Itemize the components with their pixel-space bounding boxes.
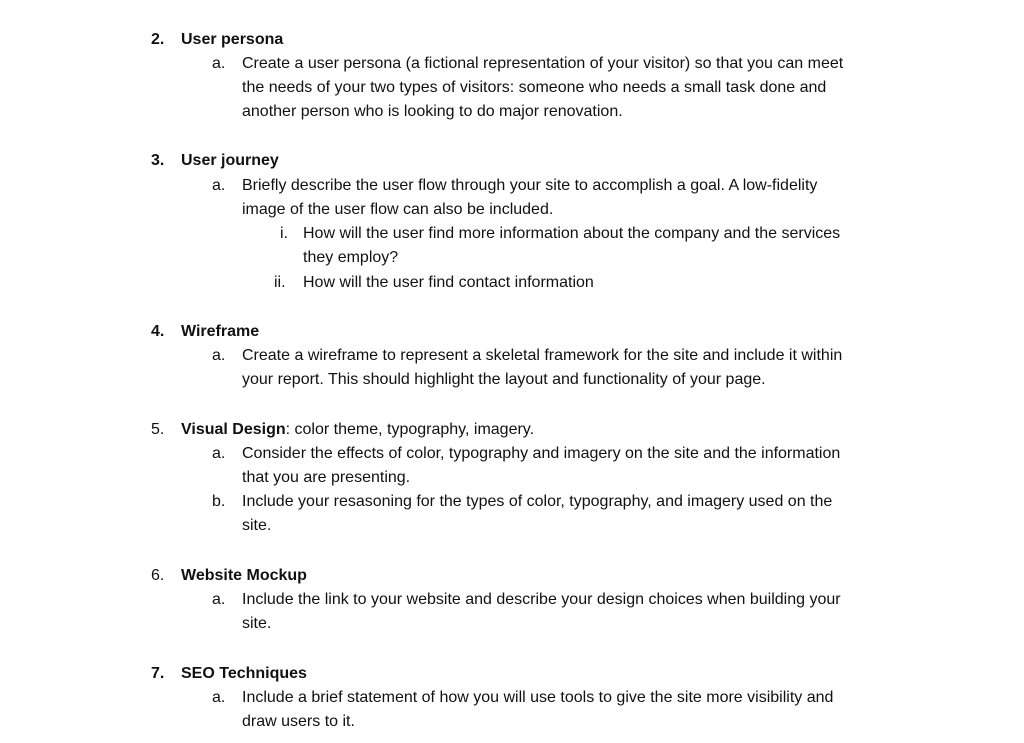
item-text: Include your resasoning for the types of color, typography, and imagery used on the: [242, 493, 833, 510]
item-label: b.: [212, 493, 226, 510]
item-text: Briefly describe the user flow through your site to accomplish a goal. A low-fidelity: [242, 177, 818, 194]
section-heading: [181, 320, 259, 344]
section-title: SEO Techniques: [181, 665, 307, 682]
item-text: Include a brief statement of how you will use tools to give the site more visibility and: [242, 689, 834, 706]
item-text: site.: [242, 615, 272, 632]
subitem-label: i.: [280, 225, 288, 242]
subitem-text: How will the user find contact information: [303, 274, 594, 291]
section-heading: [181, 662, 307, 686]
item-label: a.: [212, 689, 226, 706]
item-label: a.: [212, 177, 226, 194]
section-number: 3.: [151, 152, 165, 169]
section-title: Visual Design: [181, 421, 286, 438]
item-text: Consider the effects of color, typography and imagery on the site and the information: [242, 445, 841, 462]
subitem-text: How will the user find more information about the company and the services: [303, 225, 841, 242]
section-title: Website Mockup: [181, 567, 307, 584]
section-heading: [181, 418, 534, 442]
section-heading: [181, 28, 283, 52]
section-number: 2.: [151, 31, 165, 48]
subitem-text: they employ?: [303, 249, 399, 266]
item-label: a.: [212, 347, 226, 364]
section-heading: [181, 149, 279, 173]
item-text: Create a user persona (a fictional representation of your visitor) so that you can meet: [242, 55, 844, 72]
item-text: your report. This should highlight the layout and functionality of your page.: [242, 371, 766, 388]
item-text: Create a wireframe to represent a skeletal framework for the site and include it within: [242, 347, 843, 364]
item-text: draw users to it.: [242, 713, 355, 730]
item-label: a.: [212, 55, 226, 72]
item-text: that you are presenting.: [242, 469, 411, 486]
section-number: 7.: [151, 665, 165, 682]
section-title: User persona: [181, 31, 284, 48]
item-label: a.: [212, 445, 226, 462]
section-title: Wireframe: [181, 323, 260, 340]
subitem-label: ii.: [274, 274, 286, 291]
item-text: image of the user flow can also be included.: [242, 201, 554, 218]
section-number: 5.: [151, 421, 165, 438]
section-heading: [181, 564, 307, 588]
item-text: site.: [242, 517, 272, 534]
section-number: 4.: [151, 323, 165, 340]
section-number: 6.: [151, 567, 165, 584]
item-text: the needs of your two types of visitors: someone who needs a small task done and: [242, 79, 827, 96]
section-title: User journey: [181, 152, 279, 169]
item-text: another person who is looking to do major renovation.: [242, 103, 623, 120]
item-label: a.: [212, 591, 226, 608]
item-text: Include the link to your website and describe your design choices when building your: [242, 591, 841, 608]
section-title-rest: : color theme, typography, imagery.: [285, 421, 535, 438]
